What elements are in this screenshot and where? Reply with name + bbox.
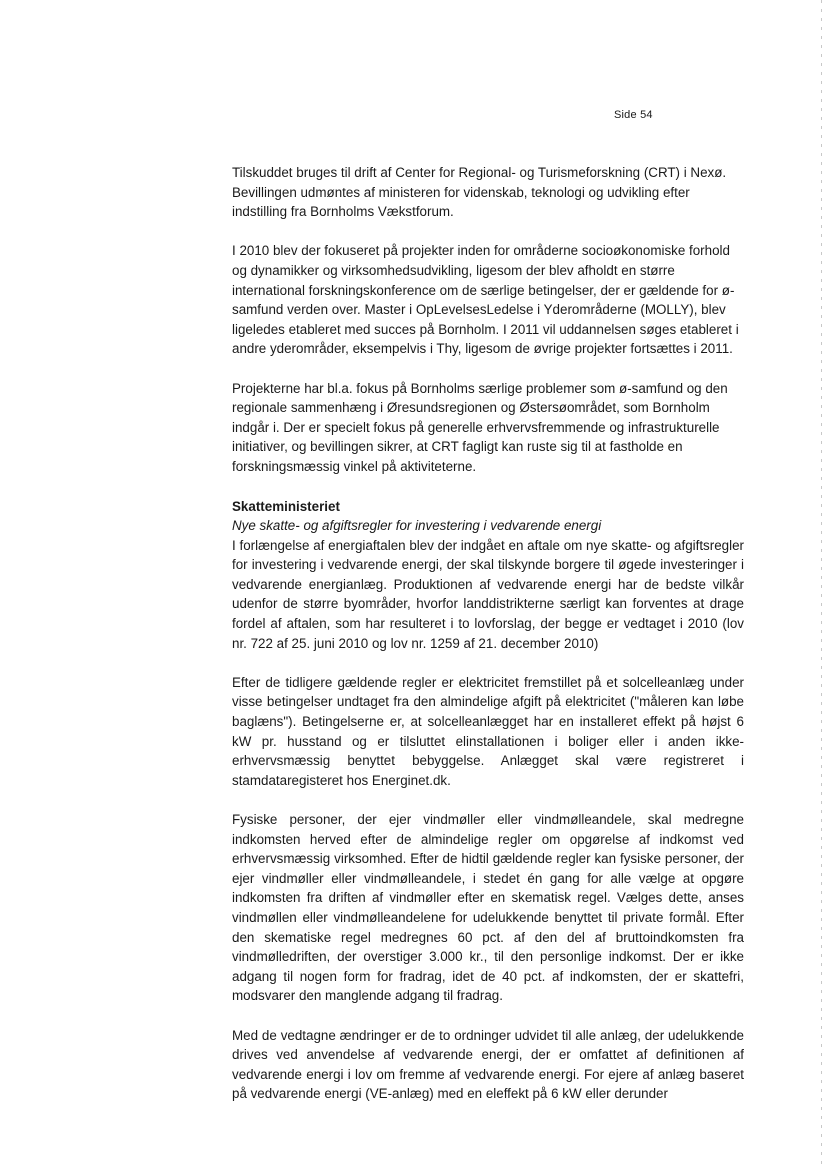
- paragraph-2010-projects: I 2010 blev der fokuseret på projekter inden for områderne socioøkonomiske forhold og dynamikker og virksomhedsudvikling, ligesom der blev afholdt en større international forskningskonference om de særlige betingelser, der er gældende for ø-samfund verden over. Master i OpLevelsesLedelse i Yderområderne (MOLLY), blev ligeledes etableret med succes på Bornholm. I 2011 vil uddannelsen søges etableret i andre yderområder, eksempelvis i Thy, ligesom de øvrige projekter fortsættes i 2011.: [232, 243, 739, 357]
- paragraph-wind-turbines: Fysiske personer, der ejer vindmøller eller vindmølleandele, skal medregne indkomsten herved efter de almindelige regler om opgørelse af indkomst ved erhvervsmæssig virksomhed. Efter de hidtil gældende regler kan fysiske personer, der ejer vindmøller eller vindmølleandele, i stedet én gang for alle vælge at opgøre indkomsten fra driften af vindmøller efter en skematisk regel. Vælges dette, anses vindmøllen eller vindmølleandelene for udelukkende benyttet til private formål. Efter den skematiske regel medregnes 60 pct. af den del af bruttoindkomsten fra vindmølledriften, der overstiger 3.000 kr., til den personlige indkomst. Der er ikke adgang til nogen form for fradrag, idet de 40 pct. af indkomsten, der er skattefri, modsvarer den manglende adgang til fradrag.: [232, 812, 744, 1004]
- section-subheading: Nye skatte- og afgiftsregler for investering i vedvarende energi: [232, 518, 602, 534]
- page-body: [232, 163, 744, 1124]
- paragraph-energy-agreement: I forlængelse af energiaftalen blev der indgået en aftale om nye skatte- og afgiftsregler for investering i vedvarende energi, der skal tilskynde borgere til øgede investeringer i vedvarende energianlæg. Produktionen af vedvarende energi har de bedste vilkår udenfor de større byområder, hvorfor landdistrikterne særligt kan forventes at drage fordel af aftalen, som har resulteret i to lovforslag, der begge er vedtaget i 2010 (lov nr. 722 af 25. juni 2010 og lov nr. 1259 af 21. december 2010): [232, 537, 744, 651]
- scan-edge-line: [821, 0, 822, 1168]
- section-skatteministeriet: [232, 497, 744, 1104]
- section-heading: Skatteministeriet: [232, 498, 340, 514]
- paragraph-crt-funding: Tilskuddet bruges til drift af Center for Regional- og Turismeforskning (CRT) i Nexø. Bevillingen udmøntes af ministeren for videnskab, teknologi og udvikling efter indstilling fra Bornholms Vækstforum.: [232, 165, 727, 220]
- paragraph-project-focus: Projekterne har bl.a. fokus på Bornholms særlige problemer som ø-samfund og den regionale sammenhæng i Øresundsregionen og Østersøområdet, som Bornholm indgår i. Der er specielt fokus på generelle erhvervsfremmende og infrastrukturelle initiativer, og bevillingen sikrer, at CRT fagligt kan ruste sig til at fastholde en forskningsmæssig vinkel på aktiviteterne.: [232, 380, 728, 474]
- paragraph-adopted-changes: Med de vedtagne ændringer er de to ordninger udvidet til alle anlæg, der udelukkende drives ved anvendelse af vedvarende energi, der er omfattet af definitionen af vedvarende energi i lov om fremme af vedvarende energi. For ejere af anlæg baseret på vedvarende energi (VE-anlæg) med en eleffekt på 6 kW eller derunder: [232, 1027, 744, 1102]
- page-number: Side 54: [614, 109, 653, 121]
- paragraph-solar-rules: Efter de tidligere gældende regler er elektricitet fremstillet på et solcelleanlæg under visse betingelser undtaget fra den almindelige afgift på elektricitet ("måleren kan løbe baglæns"). Betingelserne er, at solcelleanlægget har en installeret effekt på højst 6 kW pr. husstand og er tilsluttet elinstallationen i boliger eller i anden ikke-erhvervsmæssig benyttet bebyggelse. Anlægget skal være registreret i stamdataregisteret hos Energinet.dk.: [232, 674, 744, 788]
